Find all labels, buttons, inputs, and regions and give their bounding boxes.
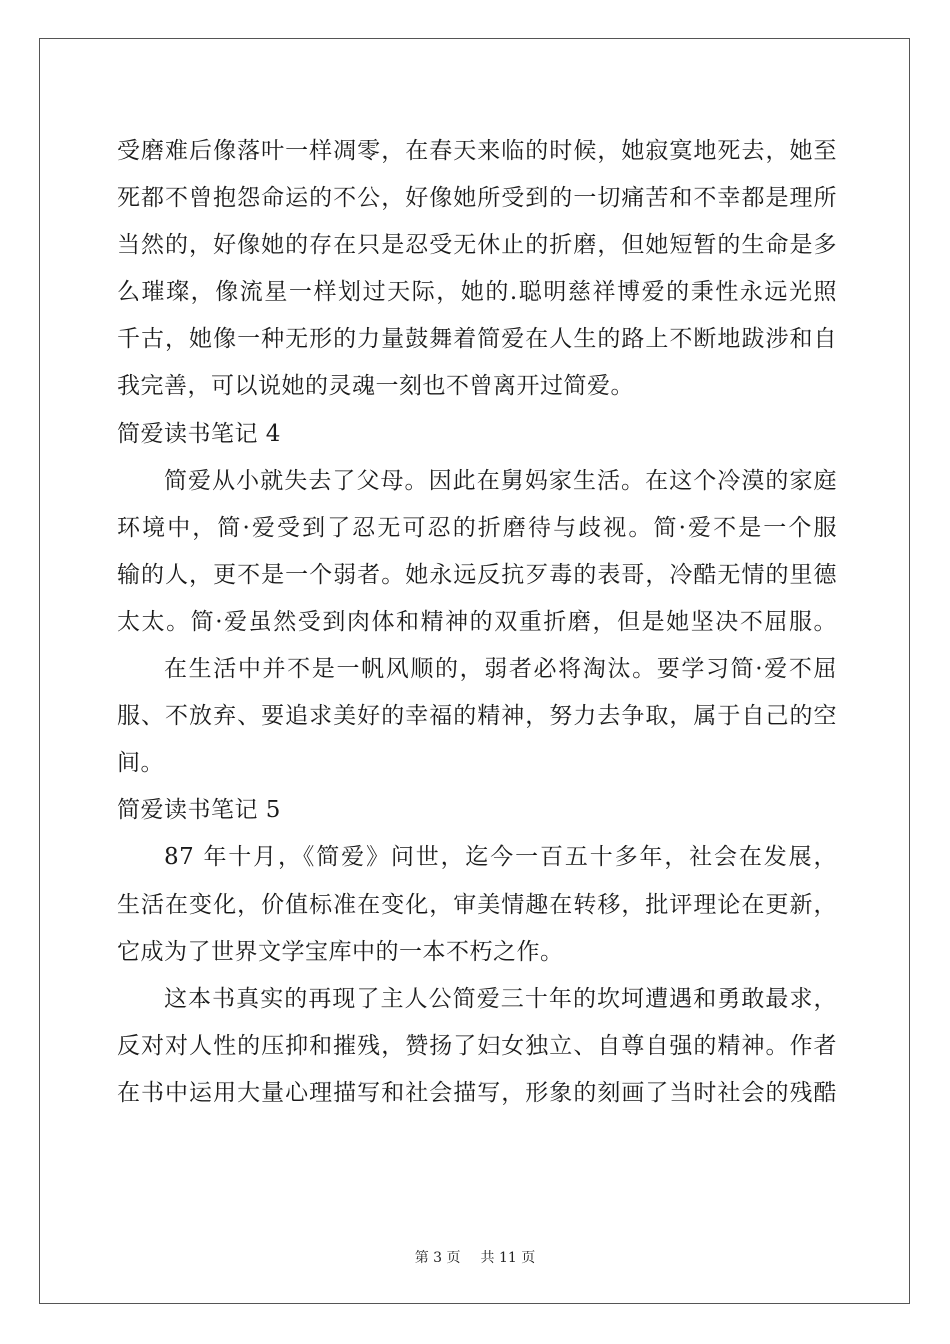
body-line: 生活在变化，价值标准在变化，审美情趣在转移，批评理论在更新， (117, 891, 837, 918)
body-line: 环境中，简·爱受到了忍无可忍的折磨待与歧视。简·爱不是一个服 (117, 514, 837, 541)
body-line: 受磨难后像落叶一样凋零，在春天来临的时候，她寂寞地死去，她至 (117, 138, 837, 164)
body-line: 当然的，好像她的存在只是忍受无休止的折磨，但她短暂的生命是多 (117, 232, 837, 259)
body-line: 这本书真实的再现了主人公简爱三十年的坎坷遭遇和勇敢最求， (164, 985, 837, 1012)
page-footer (0, 1247, 950, 1267)
section-heading: 简爱读书笔记 5 (117, 797, 281, 824)
body-line: 么璀璨，像流星一样划过天际，她的.聪明慈祥博爱的秉性永远光照 (117, 279, 837, 306)
section-heading: 简爱读书笔记 4 (117, 420, 281, 447)
body-line: 87 年十月，《简爱》问世，迄今一百五十多年，社会在发展， (164, 844, 837, 871)
total-pages: 共 11 页 (480, 1250, 536, 1266)
page-number: 第 3 页 (414, 1250, 461, 1266)
body-line: 死都不曾抱怨命运的不公，好像她所受到的一切痛苦和不幸都是理所 (117, 185, 837, 212)
body-line: 服、不放弃、要追求美好的幸福的精神，努力去争取，属于自己的空 (117, 703, 837, 730)
body-line: 间。 (117, 750, 164, 777)
body-line: 它成为了世界文学宝库中的一本不朽之作。 (117, 938, 564, 965)
body-line: 输的人，更不是一个弱者。她永远反抗歹毒的表哥，冷酷无情的里德 (117, 561, 837, 588)
body-line: 在生活中并不是一帆风顺的，弱者必将淘汰。要学习简·爱不屈 (164, 656, 837, 683)
body-line: 简爱从小就失去了父母。因此在舅妈家生活。在这个冷漠的家庭 (164, 467, 837, 494)
body-line: 太太。简·爱虽然受到肉体和精神的双重折磨，但是她坚决不屈服。 (117, 608, 837, 635)
body-line: 我完善，可以说她的灵魂一刻也不曾离开过简爱。 (117, 373, 634, 400)
document-body (117, 128, 837, 1117)
body-line: 在书中运用大量心理描写和社会描写，形象的刻画了当时社会的残酷 (117, 1079, 837, 1106)
body-line: 千古，她像一种无形的力量鼓舞着简爱在人生的路上不断地跋涉和自 (117, 326, 837, 353)
body-line: 反对对人性的压抑和摧残，赞扬了妇女独立、自尊自强的精神。作者 (117, 1032, 837, 1059)
